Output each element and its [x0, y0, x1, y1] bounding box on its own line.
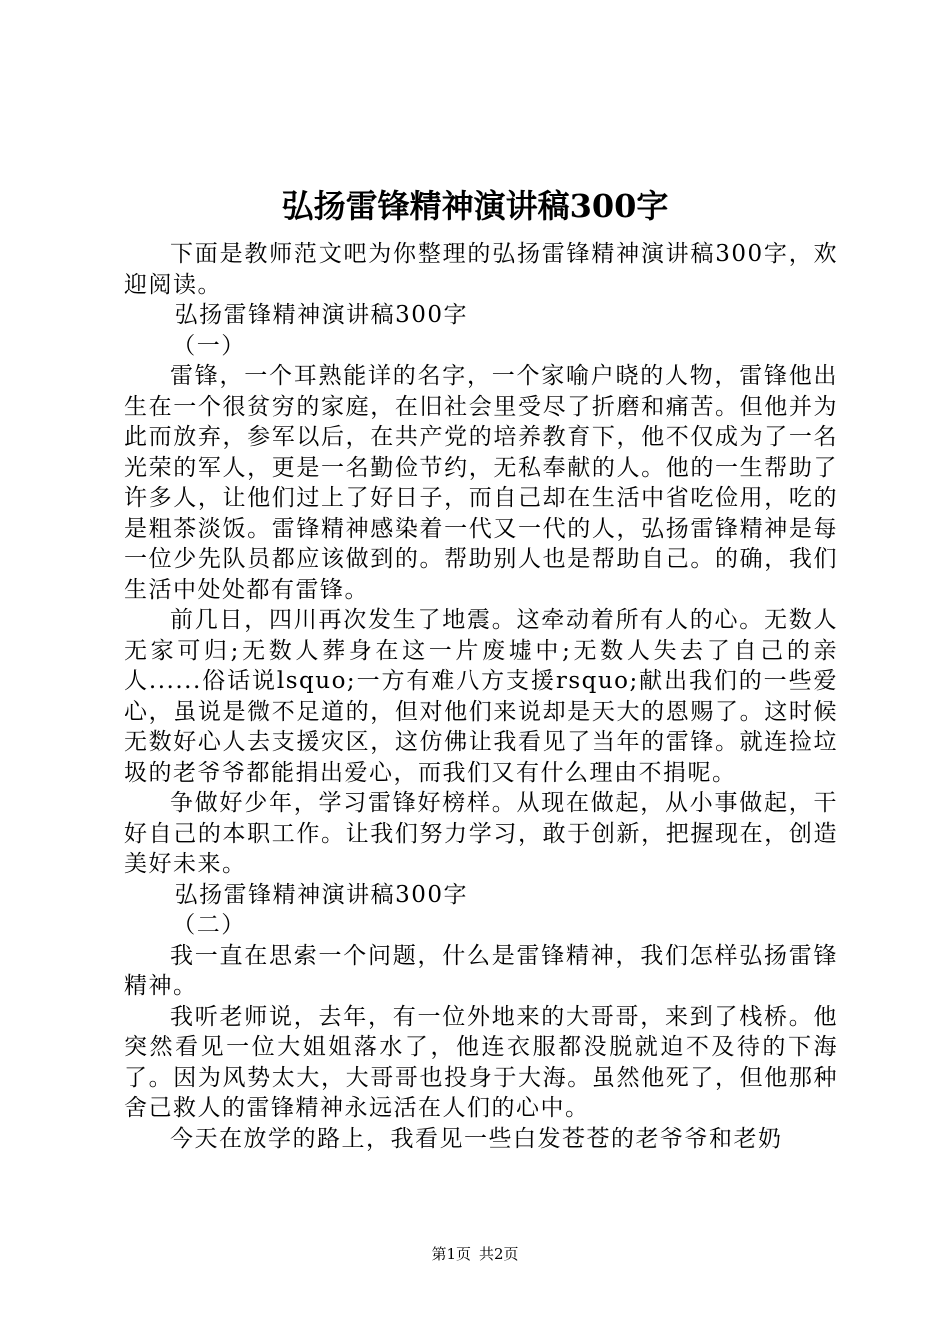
- paragraph: 我一直在思索一个问题，什么是雷锋精神，我们怎样弘扬雷锋精神。: [124, 942, 838, 999]
- document-title: 弘扬雷锋精神演讲稿300字: [281, 187, 669, 225]
- paragraph: 前几日，四川再次发生了地震。这牵动着所有人的心。无数人无家可归;无数人葬身在这一片废墟中;无数人失去了自己的亲人......俗话说lsquo;一方有难八方支援rsquo;献出我们的一些爱心，虽说是微不足道的，但对他们来说却是天大的恩赐了。这时候无数好心人去支援灾区，这仿佛让我看见了当年的雷锋。就连捡垃圾的老爷爷都能捐出爱心，而我们又有什么理由不捐呢。: [124, 607, 838, 786]
- paragraph: 我听老师说，去年，有一位外地来的大哥哥，来到了栈桥。他突然看见一位大姐姐落水了，他连衣服都没脱就迫不及待的下海了。因为风势太大，大哥哥也投身于大海。虽然他死了，但他那种舍己救人的雷锋精神永远活在人们的心中。: [124, 1003, 838, 1121]
- section-number-1: （一）: [172, 332, 246, 359]
- paragraph: 今天在放学的路上，我看见一些白发苍苍的老爷爷和老奶: [170, 1125, 783, 1152]
- page-footer: [0, 1244, 950, 1264]
- page-number: 第1页: [431, 1245, 471, 1263]
- document-body: [124, 239, 838, 1154]
- paragraph: 雷锋，一个耳熟能详的名字，一个家喻户晓的人物，雷锋他出生在一个很贫穷的家庭，在旧社会里受尽了折磨和痛苦。但他并为此而放弃，参军以后，在共产党的培养教育下，他不仅成为了一名光荣的军人，更是一名勤俭节约，无私奉献的人。他的一生帮助了许多人，让他们过上了好日子，而自己却在生活中省吃俭用，吃的是粗茶淡饭。雷锋精神感染着一代又一代的人，弘扬雷锋精神是每一位少先队员都应该做到的。帮助别人也是帮助自己。的确，我们生活中处处都有雷锋。: [124, 363, 838, 603]
- paragraph-intro: 下面是教师范文吧为你整理的弘扬雷锋精神演讲稿300字，欢迎阅读。: [124, 241, 838, 298]
- section-heading-2: 弘扬雷锋精神演讲稿300字: [174, 881, 468, 908]
- paragraph: 争做好少年，学习雷锋好榜样。从现在做起，从小事做起，干好自己的本职工作。让我们努力学习，敢于创新，把握现在，创造美好未来。: [124, 790, 838, 877]
- section-number-2: （二）: [172, 912, 246, 938]
- section-heading-1: 弘扬雷锋精神演讲稿300字: [174, 302, 468, 328]
- page-total: 共2页: [479, 1245, 519, 1263]
